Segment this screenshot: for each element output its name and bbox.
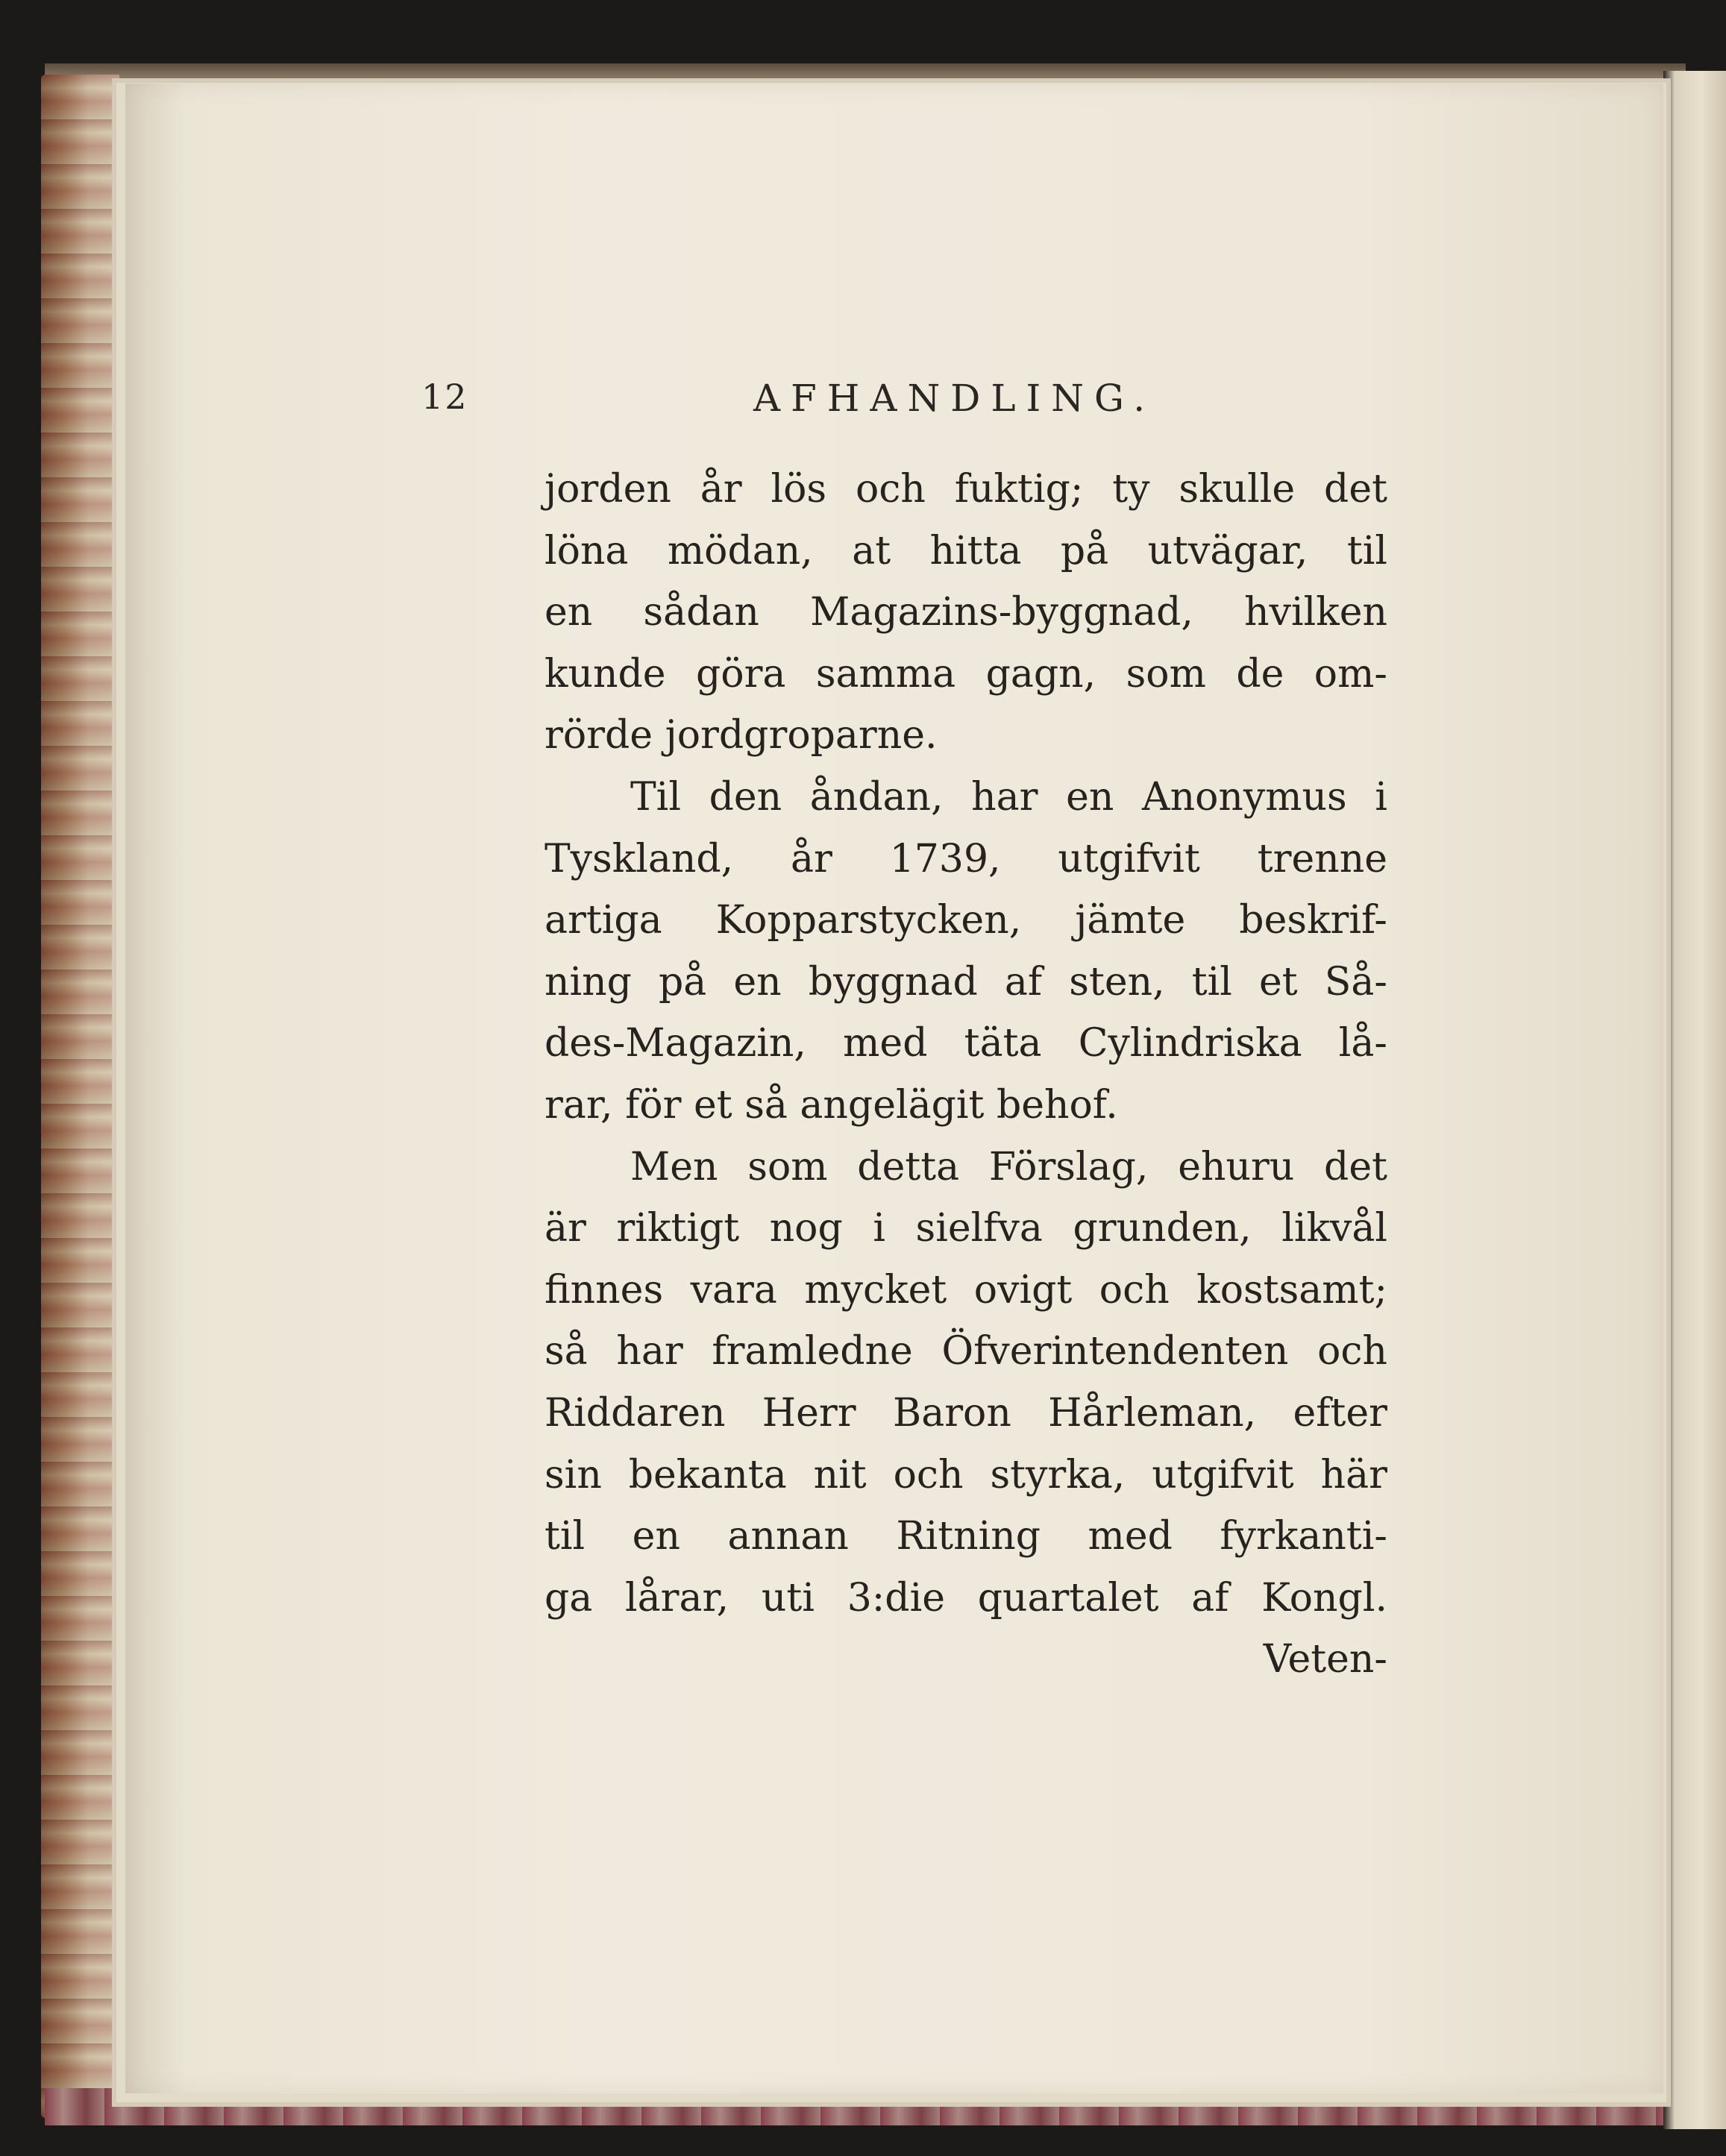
text-line: en sådan Magazins-byggnad, hvilken [545,590,1387,635]
facing-page-edge [1663,71,1726,2129]
text-line: är riktigt nog i sielfva grunden, likvål [545,1206,1387,1251]
text-line: löna mödan, at hitta på utvägar, til [545,528,1387,573]
running-head: AFHANDLING. [753,377,1156,420]
text-line: rar, för et så angelägit behof. [545,1082,1118,1128]
text-line: finnes vara mycket ovigt och kostsamt; [545,1267,1387,1313]
text-line: jorden år lös och fuktig; ty skulle det [545,467,1387,512]
text-line: ga lårar, uti 3:die quartalet af Kongl. [545,1575,1387,1621]
marbled-cover-edge [41,75,119,2118]
body-text [545,459,1387,1691]
text-line: ning på en byggnad af sten, til et Så- [545,959,1387,1005]
text-line: så har framledne Öfverintendenten och [545,1329,1387,1374]
catchword: Veten- [1263,1637,1387,1682]
text-line: des-Magazin, med täta Cylindriska lå- [545,1021,1387,1066]
text-line: artiga Kopparstycken, jämte beskrif- [545,898,1387,943]
text-line: Men som detta Förslag, ehuru det [630,1144,1387,1189]
text-line: sin bekanta nit och styrka, utgifvit här [545,1452,1387,1497]
text-line: Tyskland, år 1739, utgifvit trenne [545,836,1387,881]
text-line: kunde göra samma gagn, som de om- [545,651,1387,697]
page-number: 12 [421,377,468,417]
text-line: Riddaren Herr Baron Hårleman, efter [545,1390,1387,1436]
text-line: Til den åndan, har en Anonymus i [630,774,1387,820]
text-line: rörde jordgroparne. [545,713,938,758]
text-line: til en annan Ritning med fyrkanti- [545,1514,1387,1559]
